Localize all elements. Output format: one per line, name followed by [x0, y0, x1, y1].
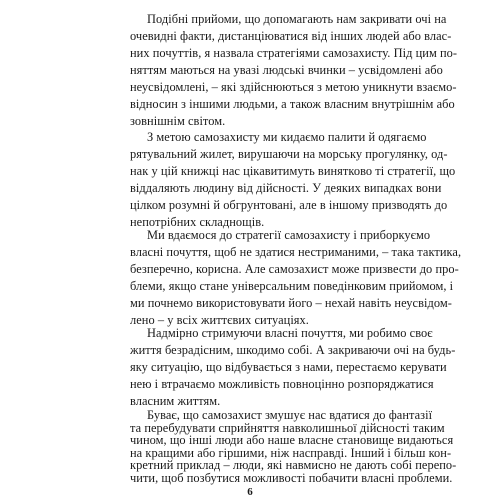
paragraph-line: віддаляють людину від дійсності. У деяких випадках вони	[130, 181, 442, 195]
paragraph-line: Подібні прийоми, що допомагають нам закривати очі на	[147, 12, 447, 26]
paragraph-line: няттям маються на увазі людські вчинки – усвідомлені або	[130, 63, 443, 77]
paragraph-line: цілком розумні й обгрунтовані, але в іншому призводять до	[130, 198, 448, 212]
paragraph-line: лено – у всіх життєвих ситуаціях.	[130, 313, 309, 327]
paragraph-line: на кращими або гіршими, ніж насправді. Інший і більш кон-	[130, 445, 452, 460]
paragraph-line: власні почуття, щоб не здатися нестриманими, – така тактика,	[130, 245, 462, 259]
paragraph-line: яку ситуацію, що відбувається з нами, перестаємо керувати	[130, 360, 447, 374]
paragraph-line: нею і втрачаємо можливість повноцінно розпоряджатися	[130, 377, 434, 391]
paragraph-line: чити, щоб позбутися можливості побачити власні проблеми.	[130, 471, 453, 485]
page-number: 6	[247, 486, 253, 498]
paragraph-line: блеми, якщо стане універсальним поведінковим прийомом, і	[130, 279, 454, 293]
paragraph-line: Надмірно стримуючи власні почуття, ми робимо своє	[147, 326, 433, 340]
paragraph-line: неусвідомлені, – які здійснюються з метою уникнути взаємо-	[130, 80, 457, 94]
paragraph-line: відносин з іншими людьми, а також власним внутрішнім або	[130, 97, 455, 111]
paragraph-line: власним життям.	[130, 394, 221, 408]
paragraph-line: нак у цій книжці нас цікавитимуть винятково ті стратегії, що	[130, 164, 456, 178]
paragraph-line: кретний приклад – люди, які навмисно не дають собі перепо-	[130, 458, 457, 473]
paragraph-line: З метою самозахисту ми кидаємо палити й одягаємо	[147, 130, 427, 144]
paragraph-line: зовнішнім світом.	[130, 114, 226, 128]
paragraph-line: очевидні факти, дистанціюватися від інших людей або влас-	[130, 29, 452, 43]
paragraph-line: них почуттів, я назвала стратегіями самозахисту. Під цим по-	[130, 46, 458, 60]
paragraph-line: життя безрадісним, шкодимо собі. А закриваючи очі на будь-	[130, 343, 456, 357]
paragraph-line: рятувальний жилет, вирушаючи на морську прогулянку, од-	[130, 147, 448, 161]
paragraph-line: чином, що інші люди або наше власне становище видаються	[130, 433, 454, 448]
paragraph-line: Буває, що самозахист змушує нас вдатися до фантазії	[147, 408, 433, 422]
paragraph-line: ми почнемо використовувати його – нехай навіть неусвідом-	[130, 296, 452, 310]
paragraph-line: непотрібних складнощів.	[130, 215, 265, 229]
paragraph-line: Ми вдаємося до стратегії самозахисту і приборкуємо	[147, 228, 431, 242]
paragraph-line: та перебудувати сприйняття навколишньої дійсності таким	[130, 420, 445, 435]
paragraph-line: безперечно, корисна. Але самозахист може призвести до про-	[130, 262, 459, 276]
